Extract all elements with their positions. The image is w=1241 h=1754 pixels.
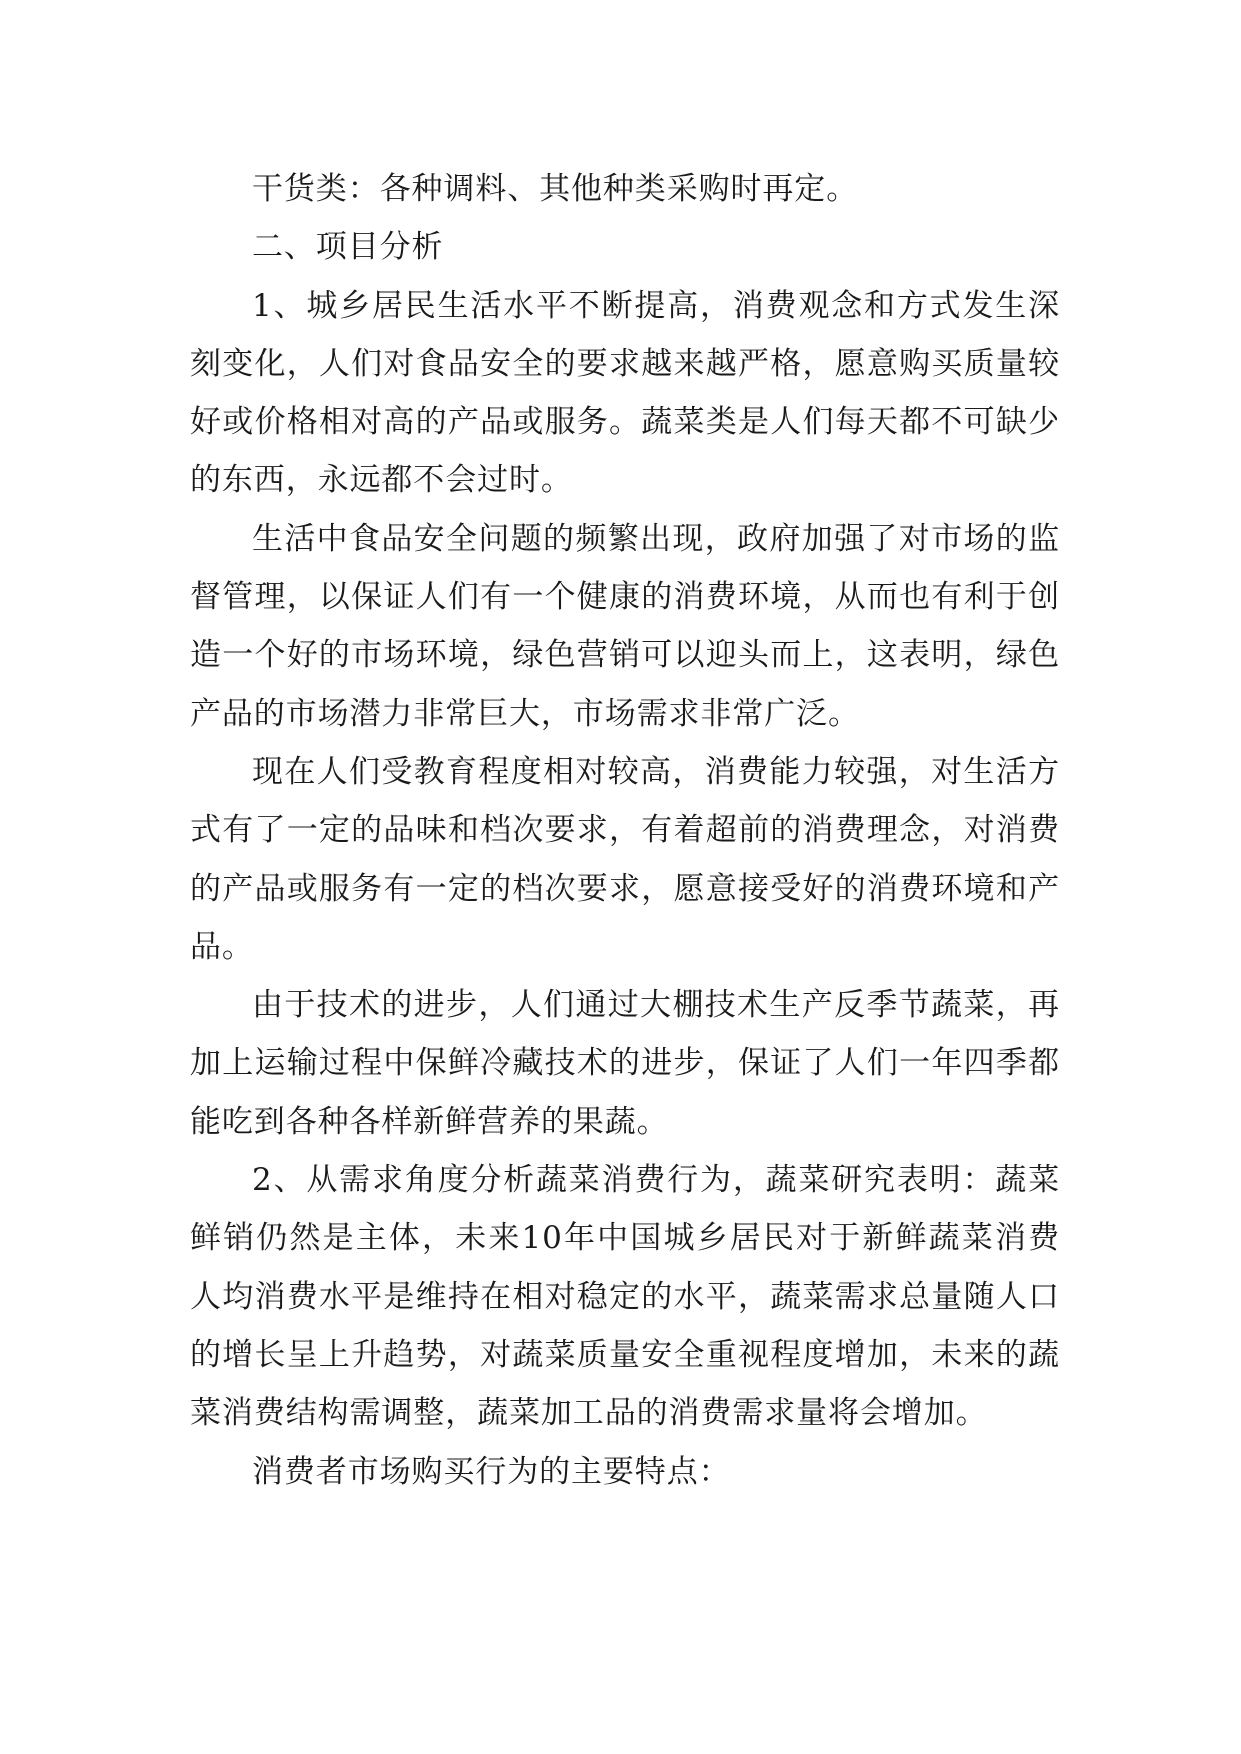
section-heading-project-analysis: 二、项目分析	[252, 229, 444, 266]
paragraph-technology: 由于技术的进步，人们通过大棚技术生产反季节蔬菜，再加上运输过程中保鲜冷藏技术的进步，保证了人们一年四季都能吃到各种各样新鲜营养的果蔬。	[190, 987, 1060, 1140]
document-body	[190, 160, 1060, 1501]
paragraph-food-safety: 生活中食品安全问题的频繁出现，政府加强了对市场的监督管理，以保证人们有一个健康的消费环境，从而也有利于创造一个好的市场环境，绿色营销可以迎头而上，这表明，绿色产品的市场潜力非常巨大，市场需求非常广泛。	[190, 520, 1060, 732]
paragraph-point-2: 2、从需求角度分析蔬菜消费行为，蔬菜研究表明：蔬菜鲜销仍然是主体，未来10年中国城乡居民对于新鲜蔬菜消费人均消费水平是维持在相对稳定的水平，蔬菜需求总量随人口的增长呈上升趋势，对蔬菜质量安全重视程度增加，未来的蔬菜消费结构需调整，蔬菜加工品的消费需求量将会增加。	[190, 1162, 1060, 1432]
paragraph-consumer-features: 消费者市场购买行为的主要特点：	[252, 1453, 731, 1490]
paragraph-point-1: 1、城乡居民生活水平不断提高，消费观念和方式发生深刻变化，人们对食品安全的要求越来越严格，愿意购买质量较好或价格相对高的产品或服务。蔬菜类是人们每天都不可缺少的东西，永远都不会过时。	[190, 287, 1060, 499]
paragraph-dry-goods: 干货类：各种调料、其他种类采购时再定。	[252, 171, 859, 207]
paragraph-education-level: 现在人们受教育程度相对较高，消费能力较强，对生活方式有了一定的品味和档次要求，有着超前的消费理念，对消费的产品或服务有一定的档次要求，愿意接受好的消费环境和产品。	[190, 753, 1060, 965]
